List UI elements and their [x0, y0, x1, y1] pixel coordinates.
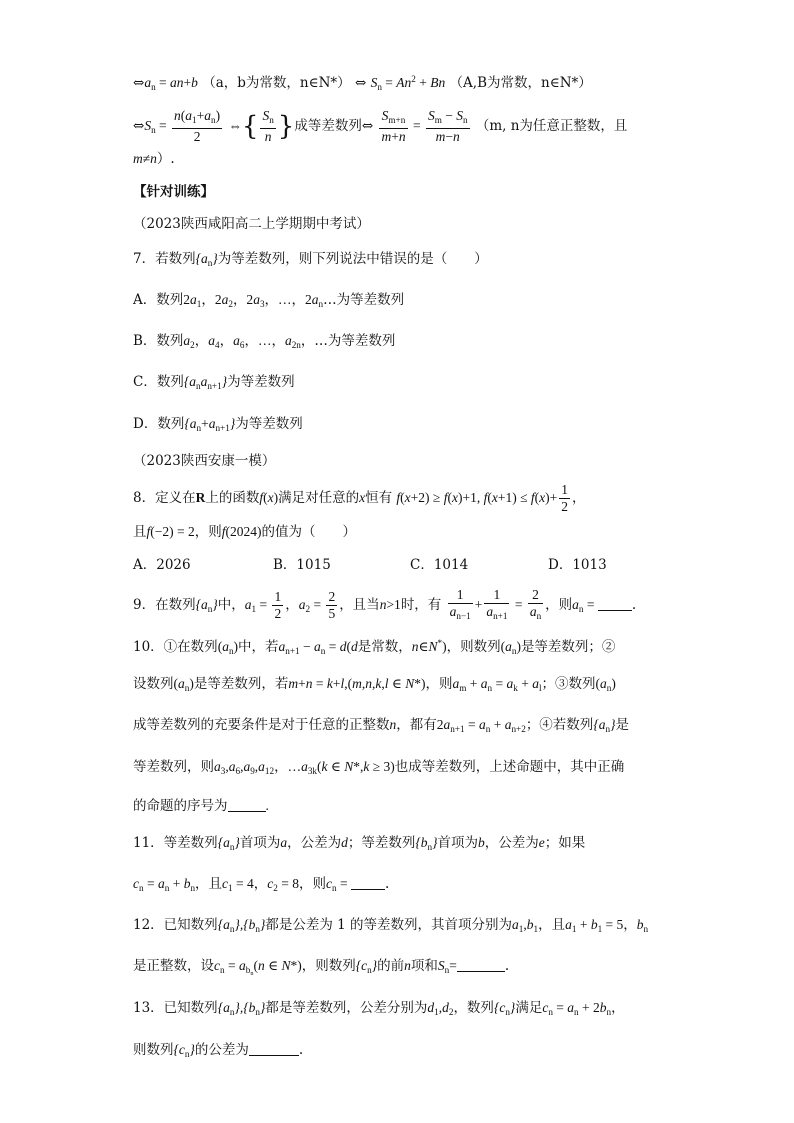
- question-11-line-1: 11．等差数列$\{a_n\}$首项为a，公差为d；等差数列$\{b_n\}$首项为b，公差为e；如果: [133, 835, 586, 853]
- answer-blank-q12: [457, 971, 505, 972]
- question-9: 9．在数列$\{a_n\}$中，$a_1$ = $\frac{1}{2}$ ，$a_2$ = $\frac{2}{5}$ ，且当n>1时，有 $\frac{1}{a_{n-1}}$ + $\frac{1}{a_{n+1}}$ = $\frac{2}{a_n}$ ，则$a_n$ = .: [133, 586, 637, 622]
- question-10-line-1: 10．①在数列$(a_n)$中，若$a_{n+1} - a_n = d(d$是常数，n∈N*)，则数列$(a_n)$是等差数列；②: [133, 638, 616, 657]
- formula-line-2: $\Leftrightarrow S_n$ = $\frac{n(a_1+a_n)}{2}$ ⇔{ $\frac{S_n}{n}$ }成等差数列⇔ $\frac{S_{m+n}}{m+n}$ = $\frac{S_m - S_n}{m-n}$ （m, n为任意正整数，且: [133, 108, 628, 145]
- answer-blank-q10: [228, 811, 266, 812]
- question-7-option-b: B．数列$a_2$，$a_4$，$a_6$，…，$a_{2n}$，…为等差数列: [133, 333, 396, 351]
- question-8-stem: 8．定义在R上的函数f(x)满足对任意的x恒有 f(x+2) ≥ f(x)+1, f(x+1) ≤ f(x)+ $\frac{1}{2}$ ，: [133, 482, 586, 514]
- question-10-line-2: 设数列$(a_n)$是等差数列，若m+n = k+l,(m,n,k,l ∈ N*)，则$a_m + a_n = a_k + a_l$；③数列$(a_n)$: [133, 676, 616, 694]
- answer-blank-q13: [249, 1055, 299, 1056]
- question-8-option-c: C．1014: [410, 557, 469, 573]
- question-8-option-b: B．1015: [273, 557, 331, 573]
- section-title: 【针对训练】: [133, 184, 214, 200]
- question-12-line-1: 12．已知数列$\{a_n\},\{b_n\}$都是公差为 1 的等差数列，其首项分别为$a_1,b_1$，且$a_1 + b_1 = 5$，$b_n$: [133, 917, 649, 935]
- formula-line-2b: m≠n）.: [133, 151, 175, 167]
- source-note-2: （2023陕西安康一模）: [133, 453, 276, 469]
- question-8-option-a: A．2026: [133, 557, 191, 573]
- formula-line-1: $\Leftrightarrow a_n = an+b$ （a，b为常数，n∈N*） ⇔ $S_n = An^2 + Bn$ （A,B为常数，n∈N*）: [133, 74, 592, 93]
- question-8-line-2: 且f(−2) = 2，则f(2024)的值为（ ）: [133, 524, 356, 540]
- question-7-stem: 7．若数列$\{a_n\}$为等差数列，则下列说法中错误的是（ ）: [133, 251, 488, 269]
- question-10-line-3: 成等差数列的充要条件是对于任意的正整数n，都有$2a_{n+1} = a_n + a_{n+2}$；④若数列$\{a_n\}$是: [133, 717, 629, 735]
- source-note-1: （2023陕西咸阳高二上学期期中考试）: [133, 216, 370, 232]
- question-11-line-2: $c_n = a_n + b_n$，且$c_1 = 4$，$c_2 = 8$，则$c_n$ = .: [133, 876, 390, 894]
- question-7-option-c: C．数列$\{a_na_{n+1}\}$为等差数列: [133, 374, 295, 392]
- question-7-option-a: A．数列$2a_1$，$2a_2$，$2a_3$，…，$2a_n\dots$为等差数列: [133, 292, 405, 310]
- answer-blank-q11: [351, 889, 385, 890]
- question-10-line-5: 的命题的序号为 .: [133, 798, 269, 814]
- question-13-line-2: 则数列$\{c_n\}$的公差为 .: [133, 1042, 304, 1060]
- question-10-line-4: 等差数列，则$a_3,a_6,a_9,a_{12}$，$\dots a_{3k}(k$ ∈ N*,k ≥ 3)也成等差数列，上述命题中，其中正确: [133, 759, 625, 777]
- question-12-line-2: 是正整数，设$c_n = a_{b_n}(n$ ∈ N*)，则数列$\{c_n\}$的前n项和$S_n=$ .: [133, 958, 510, 978]
- question-8-option-d: D．1013: [548, 557, 607, 573]
- question-7-option-d: D．数列$\{a_n+a_{n+1}\}$为等差数列: [133, 416, 303, 434]
- question-13-line-1: 13．已知数列$\{a_n\},\{b_n\}$都是等差数列，公差分别为$d_1,d_2$，数列$\{c_n\}$满足$c_n = a_n + 2b_n$，: [133, 1000, 625, 1018]
- answer-blank-q9: [598, 610, 632, 611]
